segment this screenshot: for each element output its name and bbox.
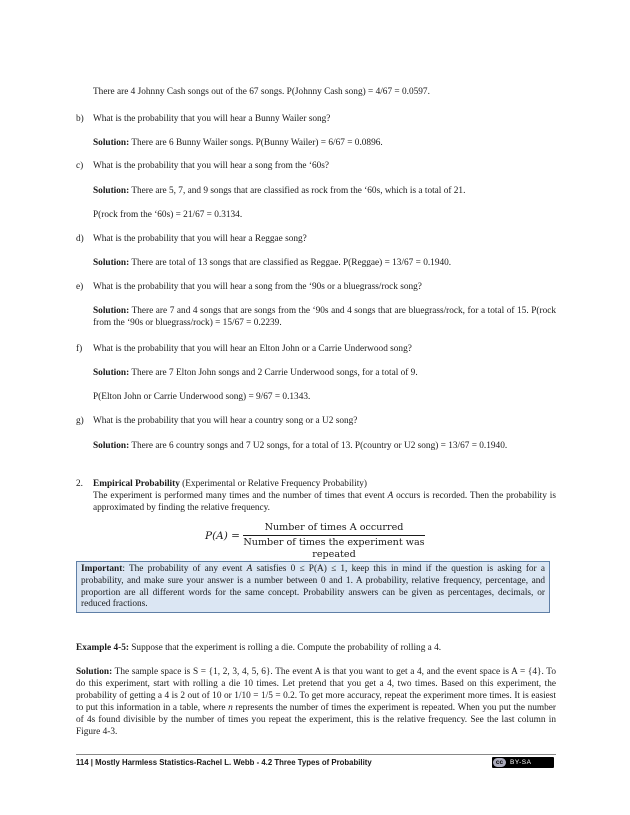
solution-text: There are 5, 7, and 9 songs that are classified as rock from the ‘60s, which is a total of 21.: [129, 186, 466, 196]
section-2-number: 2.: [76, 479, 83, 489]
solution-label: Solution:: [93, 186, 130, 196]
important-callout: [76, 561, 550, 613]
solution-label: Solution:: [76, 667, 113, 677]
formula-fraction: [243, 522, 425, 560]
solution-text: represents the number of times the experiment is repeated. When you put the number of 4s found divisible by the number of times you repeat the experiment, this is the relative frequency. See the last column in Figure 4-3.: [76, 703, 556, 737]
solution-text: There are 7 and 4 songs that are songs from the ‘90s and 4 songs that are bluegrass/rock, for a total of 15. P(rock from the ‘90s or bluegrass/rock) = 15/67 = 0.2239.: [93, 306, 556, 328]
item-d-solution: [93, 257, 451, 269]
cc-license-badge: [492, 757, 554, 768]
item-f-solution: [93, 367, 418, 379]
item-e-question: What is the probability that you will hear a song from the ‘90s or a bluegrass/rock song?: [93, 282, 422, 292]
section-2-body: [93, 490, 556, 514]
event-symbol: A: [387, 491, 394, 501]
solution-label: Solution:: [93, 138, 130, 148]
section-title-bold: Empirical Probability: [93, 479, 180, 489]
license-text: BY-SA: [510, 758, 532, 766]
formula-denominator: Number of times the experiment was repeated: [243, 537, 425, 560]
important-label: Important: [81, 564, 123, 574]
item-f-label: f): [76, 344, 83, 354]
example-4-5: [76, 642, 441, 654]
page-footer: 114 | Mostly Harmless Statistics-Rachel L. Webb - 4.2 Three Types of Probability: [76, 758, 372, 767]
solution-label: Solution:: [93, 441, 130, 451]
item-e-label: e): [76, 282, 84, 292]
item-f-solution-2: P(Elton John or Carrie Underwood song) = 9/67 = 0.1343.: [93, 392, 311, 402]
item-e-solution: [93, 305, 556, 329]
cc-icon: cc: [493, 758, 506, 767]
item-d-question: What is the probability that you will hear a Reggae song?: [93, 234, 307, 244]
important-text: : The probability of any event: [122, 564, 247, 574]
item-g-label: g): [76, 416, 84, 426]
section-title-rest: (Experimental or Relative Frequency Probability): [179, 479, 368, 489]
item-g-solution: [93, 440, 507, 452]
example-label: Example 4-5:: [76, 643, 129, 653]
solution-text: There are total of 13 songs that are classified as Reggae. P(Reggae) = 13/67 = 0.1940.: [129, 258, 452, 268]
fraction-bar: [243, 535, 425, 536]
solution-label: Solution:: [93, 258, 130, 268]
solution-text: The sample space is S = {1, 2, 3, 4, 5, 6}. The event A is that you want to get a 4, and the event space is A = {4}. To do this experiment, start with rolling a die 10 times. Let pretend that you get a 4, two times. Based on this experiment, the probability of getting a 4 is 2 out of 10 or 1/10 = 1/5 = 0.2. To get more accuracy, repeat the experiment more times. It is easiest to put this information in a table, where: [76, 667, 556, 713]
solution-text: There are 6 Bunny Wailer songs. P(Bunny Wailer) = 6/67 = 0.0896.: [129, 138, 383, 148]
item-c-label: c): [76, 161, 84, 171]
solution-label: Solution:: [93, 368, 130, 378]
event-symbol: A: [246, 564, 253, 574]
item-c-question: What is the probability that you will hear a song from the ‘60s?: [93, 161, 329, 171]
item-d-label: d): [76, 234, 84, 244]
example-solution: [76, 666, 556, 738]
formula-lhs: P(A) =: [205, 530, 240, 542]
item-c-solution: [93, 185, 465, 197]
solution-text: There are 7 Elton John songs and 2 Carrie Underwood songs, for a total of 9.: [129, 368, 418, 378]
item-c-solution-2: P(rock from the ‘60s) = 21/67 = 0.3134.: [93, 210, 243, 220]
item-f-question: What is the probability that you will hear an Elton John or a Carrie Underwood song?: [93, 344, 412, 354]
n-symbol: n: [228, 703, 233, 713]
formula-numerator: Number of times A occurred: [264, 522, 404, 533]
item-b-question: What is the probability that you will hear a Bunny Wailer song?: [93, 114, 331, 124]
item-g-question: What is the probability that you will hear a country song or a U2 song?: [93, 416, 358, 426]
body-text: The experiment is performed many times and the number of times that event: [93, 491, 388, 501]
item-b-label: b): [76, 114, 84, 124]
item-b-solution: [93, 137, 383, 149]
solution-text: There are 6 country songs and 7 U2 songs, for a total of 13. P(country or U2 song) = 13/67 = 0.1940.: [129, 441, 508, 451]
solution-label: Solution:: [93, 306, 130, 316]
important-text: satisfies 0 ≤ P(A) ≤ 1, keep this in mind if the question is asking for a probability, and make sure your answer is a number between 0 and 1. A probability, relative frequency, percentage, and proportion are all different words for the same concept. Probability answers can be given as percentages, decimals, or reduced fractions.: [81, 564, 545, 610]
example-text: Suppose that the experiment is rolling a die. Compute the probability of rolling a 4.: [128, 643, 442, 653]
footer-divider: [76, 754, 556, 755]
body-text: occurs is recorded. Then the probability is approximated by finding the relative frequency.: [93, 491, 556, 513]
section-2-title: [93, 478, 367, 490]
answer-a-line: There are 4 Johnny Cash songs out of the 67 songs. P(Johnny Cash song) = 4/67 = 0.0597.: [93, 87, 430, 97]
